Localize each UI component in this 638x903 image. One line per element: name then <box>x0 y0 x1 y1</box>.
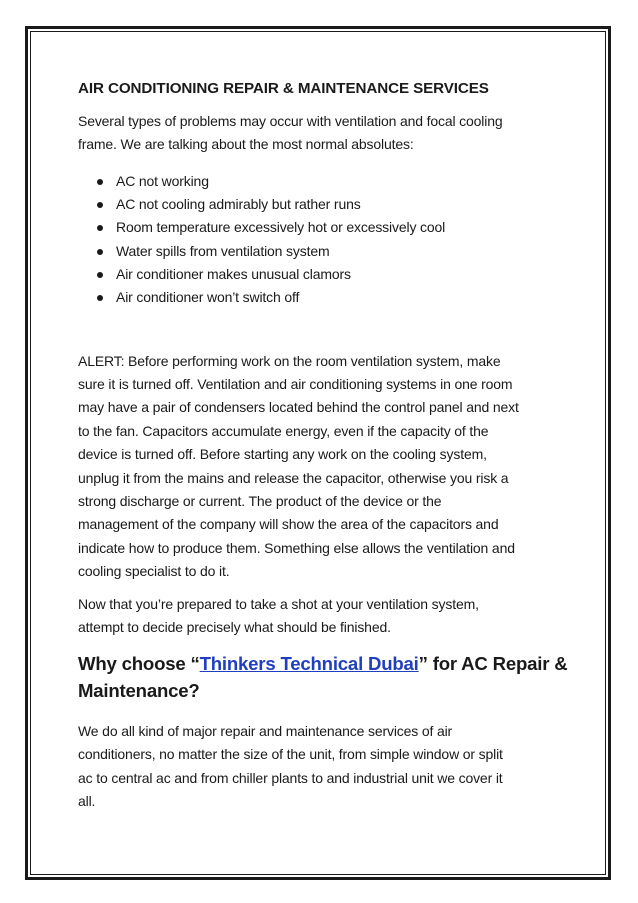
list-item <box>97 216 568 239</box>
closing-line: conditioners, no matter the size of the unit, from simple window or split <box>78 746 503 763</box>
bullet-icon <box>97 295 103 301</box>
document-body <box>78 78 568 814</box>
alert-line: to the fan. Capacitors accumulate energy, even if the capacity of the <box>78 422 489 439</box>
problems-list <box>78 170 568 310</box>
list-item-text: AC not cooling admirably but rather runs <box>116 196 361 213</box>
closing-line: ac to central ac and from chiller plants to and industrial unit we cover it <box>78 769 503 786</box>
bullet-icon <box>97 225 103 231</box>
alert-line: indicate how to produce them. Something else allows the ventilation and <box>78 539 515 556</box>
why-prefix: Why choose “ <box>78 653 200 675</box>
alert-line: ALERT: Before performing work on the room ventilation system, make <box>78 352 501 369</box>
intro-line: frame. We are talking about the most normal absolutes: <box>78 136 414 153</box>
list-item-text: Water spills from ventilation system <box>116 242 330 259</box>
thinkers-technical-dubai-link[interactable]: Thinkers Technical Dubai <box>199 653 419 675</box>
closing-line: We do all kind of major repair and maintenance services of air <box>78 722 453 739</box>
list-item <box>97 240 568 263</box>
alert-line: management of the company will show the area of the capacitors and <box>78 516 499 533</box>
alert-line: sure it is turned off. Ventilation and air conditioning systems in one room <box>78 376 513 392</box>
bullet-icon <box>97 272 103 278</box>
why-choose-heading <box>78 650 568 704</box>
ready-line: attempt to decide precisely what should be finished. <box>78 619 391 636</box>
list-item <box>97 286 568 309</box>
alert-line: device is turned off. Before starting any work on the cooling system, <box>78 446 487 463</box>
intro-line: Several types of problems may occur with ventilation and focal cooling <box>78 113 503 129</box>
ready-line: Now that you’re prepared to take a shot at your ventilation system, <box>78 595 479 612</box>
alert-line: may have a pair of condensers located behind the control panel and next <box>78 399 519 416</box>
list-item <box>97 193 568 216</box>
list-item <box>97 263 568 286</box>
alert-paragraph <box>78 350 568 584</box>
list-item-text: Air conditioner makes unusual clamors <box>116 266 351 282</box>
alert-line: cooling specialist to do it. <box>78 563 230 580</box>
why-line-2: Maintenance? <box>78 680 200 702</box>
list-item-text: AC not working <box>116 172 209 189</box>
alert-line: unplug it from the mains and release the capacitor, otherwise you risk a <box>78 469 509 486</box>
list-item-text: Room temperature excessively hot or excessively cool <box>116 219 446 236</box>
closing-line: all. <box>78 793 96 810</box>
bullet-icon <box>97 249 103 255</box>
list-item-text: Air conditioner won’t switch off <box>116 289 300 306</box>
bullet-icon <box>97 202 103 208</box>
bullet-icon <box>97 179 103 185</box>
closing-paragraph <box>78 720 568 814</box>
why-suffix: ” for AC Repair & <box>418 653 568 675</box>
ready-paragraph <box>78 593 568 640</box>
document-heading: AIR CONDITIONING REPAIR & MAINTENANCE SERVICES <box>78 80 489 97</box>
list-item <box>97 170 568 193</box>
alert-line: strong discharge or current. The product of the device or the <box>78 493 442 510</box>
intro-paragraph <box>78 110 568 157</box>
